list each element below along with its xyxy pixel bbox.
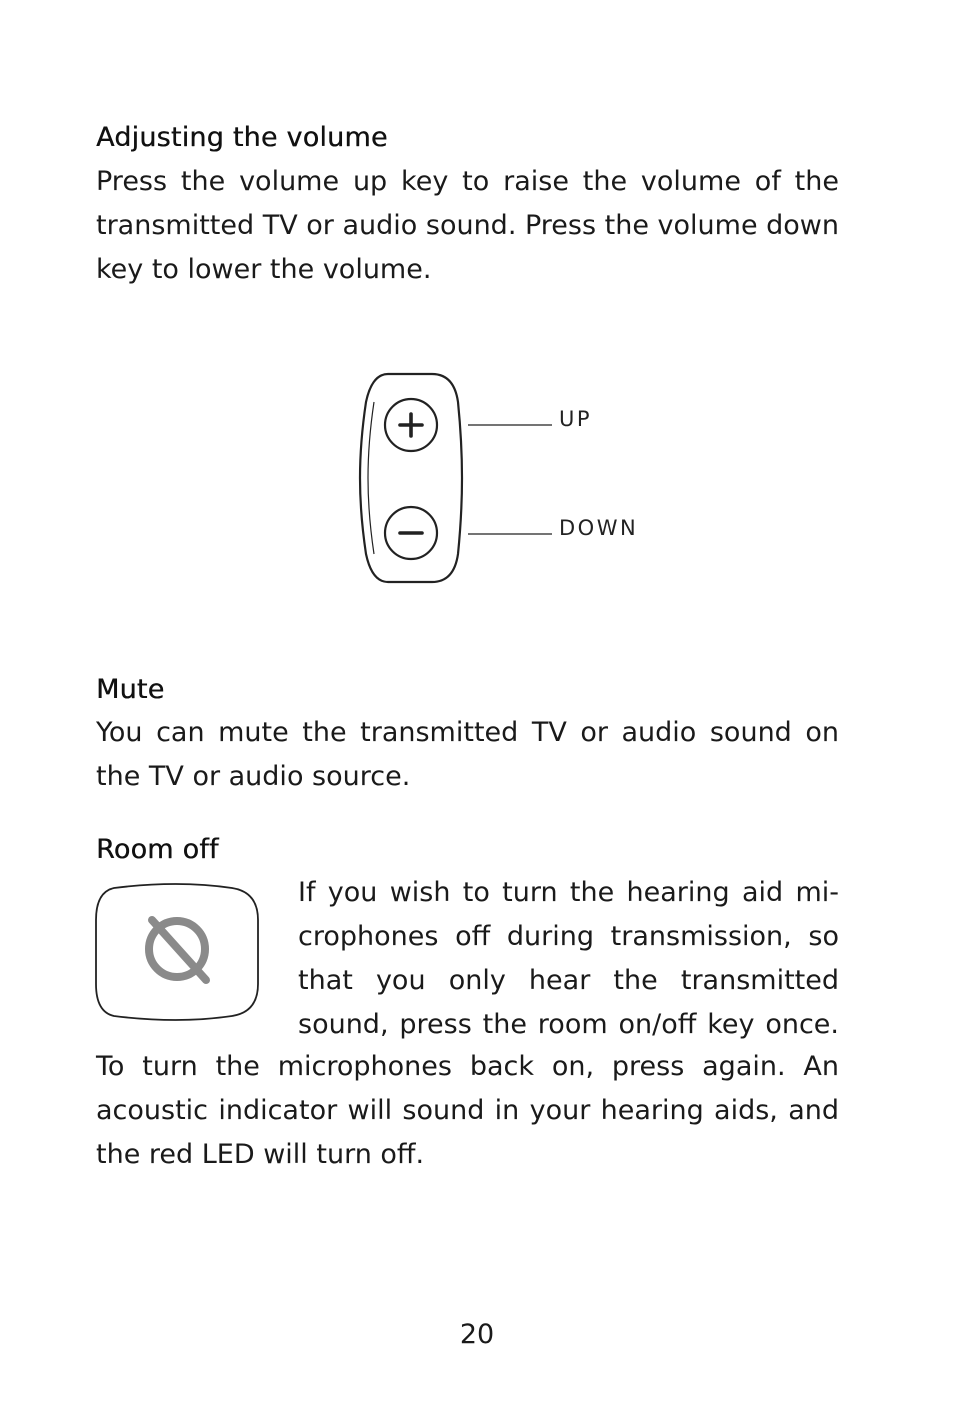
page-number: 20 — [459, 1319, 495, 1350]
room-off-paragraph-wrapped: If you wish to turn the hearing aid mi-crophones off during transmission, so that you only hear the transmitted sound, press the room on/off key once. — [298, 877, 839, 1040]
volume-keys-diagram — [350, 362, 670, 594]
room-off-heading: Room off — [96, 834, 219, 865]
down-label: DOWN — [559, 516, 639, 540]
volume-up-key[interactable] — [385, 399, 437, 451]
volume-down-key[interactable] — [385, 507, 437, 559]
mute-paragraph: You can mute the transmitted TV or audio sound on the TV or audio source. — [96, 717, 839, 792]
up-label: UP — [559, 407, 593, 431]
volume-heading: Adjusting the volume — [96, 122, 388, 153]
room-off-key[interactable] — [92, 880, 264, 1024]
room-off-paragraph-continued: To turn the microphones back on, press again. An acoustic indicator will sound in your hearing aids, and the red LED will turn off. — [96, 1051, 839, 1170]
remote-edge-highlight — [368, 402, 374, 554]
mute-heading: Mute — [96, 674, 165, 705]
volume-paragraph: Press the volume up key to raise the volume of the transmitted TV or audio sound. Press the volume down key to lower the volume. — [96, 166, 839, 285]
